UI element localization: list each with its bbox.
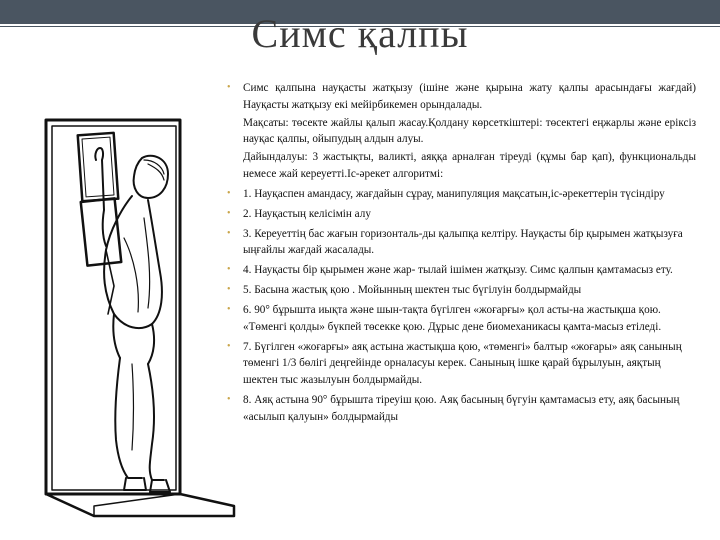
bullet-icon: • [227, 207, 231, 219]
bullet-icon: • [227, 82, 231, 93]
bed-base [46, 494, 234, 516]
list-item: • 5. Басына жастық қою . Мойынның шектен тыс бүгілуін болдырмайды [226, 282, 696, 299]
list-item: • 7. Бүгілген «жоғарғы» аяқ астына жастықша қою, «төменгі» балтыр «жоғары» аяқ санының төменгі 1/3 бөлігі деңгейінде орналасуы керек. Санының ішке қарай бұрылуын, аяқтың шектен тыс жазылуын болдырмайды. [227, 340, 682, 387]
bullet-icon: • [227, 284, 231, 296]
raised-arm [95, 148, 106, 246]
sims-position-illustration [44, 118, 240, 520]
patient-hip [113, 314, 154, 364]
mattress-inner [52, 126, 176, 490]
pillow-lower [81, 198, 122, 265]
upper-leg [115, 358, 142, 478]
list-item: • 4. Науқасты бір қырымен және жар- тылай ішімен жатқызу. Симс қалпын қамтамасыз ету. [226, 262, 696, 279]
list-item: • 8. Аяқ астына 90° бұрышта тіреуіш қою. Аяқ басының бүгуін қамтамасыз ету, аяқ басының «асылып қалуын» болдырмайды [227, 394, 680, 423]
list-item: • 6. 90° бұрышта иықта және шын-тақта бүгілген «жоғарғы» қол асты-на жастықша қою. «Төменгі қолды» бүкпей төсекке қою. Дұрыс дене биомеханикасы қамта-масыз етіледі. [227, 304, 662, 333]
list-item: • Симс қалпына науқасты жатқызу (ішіне және қырына жату қалпы арасындағы жағдай) Науқасты жатқызу екі мейірбикемен орындалады. [227, 82, 696, 111]
bullet-icon: • [227, 264, 231, 276]
lower-arm [106, 250, 114, 314]
bullet-icon: • [227, 187, 231, 199]
bullet-list [226, 80, 696, 425]
slide-title: Симс қалпы [251, 11, 469, 56]
list-item: Дайындалуы: 3 жастықты, валикті, аяққа арналған тіреуді (құмы бар қап), функциональды немесе жай кереуетті.Іс-әрекет алгоритмі: [243, 151, 696, 180]
lower-leg [148, 364, 164, 480]
bullet-icon: • [227, 340, 231, 352]
slide-body [226, 80, 696, 429]
list-item: • 2. Науқастың келісімін алу [226, 206, 696, 223]
bullet-icon: • [227, 304, 231, 316]
bullet-icon: • [227, 394, 231, 405]
list-item: Мақсаты: төсекте жайлы қалып жасау.Қолдану көрсеткіштері: төсектегі еңжарлы және еріксіз науқас қалпы, ойыпудың алдын алуы. [243, 116, 696, 146]
list-item: • 1. Науқаспен амандасу, жағдайын сұрау, манипуляция мақсатын,іс-әрекеттерін түсіндіру [226, 186, 696, 203]
list-item: • 3. Кереуеттің бас жағын горизонталь-ды қалыпқа келтіру. Науқасты бір қырымен жатқызуға ыңғайлы жағдай жасалады. [227, 227, 683, 257]
bullet-icon: • [227, 227, 231, 239]
